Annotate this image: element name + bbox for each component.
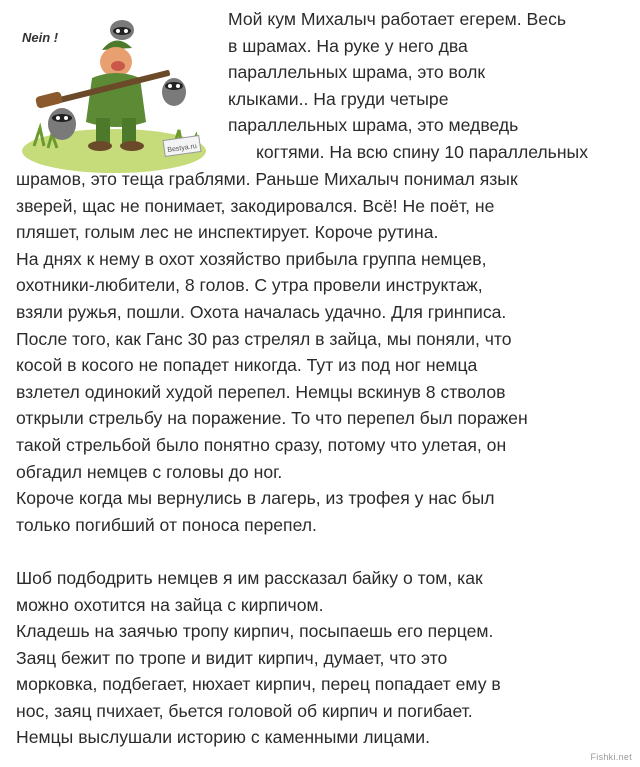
body-line: взяли ружья, пошли. Охота началась удачно. Для гринписа.: [16, 301, 507, 322]
body-line: Шоб подбодрить немцев я им рассказал байку о том, как: [16, 567, 483, 588]
hunter-cartoon-illustration: [14, 6, 212, 178]
body-line: Кладешь на заячью тропу кирпич, посыпаешь его перцем.: [16, 621, 494, 642]
body-line: Немцы выслушали историю с каменными лицами.: [16, 727, 430, 748]
body-line: охотники-любители, 8 голов. С утра провели инструктаж,: [16, 275, 483, 296]
body-line: Заяц бежит по тропе и видит кирпич, думает, что это: [16, 647, 448, 668]
body-line: На днях к нему в охот хозяйство прибыла группа немцев,: [16, 248, 487, 269]
body-line: шрамов, это теща граблями. Раньше Михалыч понимал язык: [16, 169, 518, 189]
body-line: можно охотится на зайца с кирпичом.: [16, 594, 324, 615]
body-line: такой стрельбой было понятно сразу, потому что улетая, он: [16, 434, 507, 455]
intro-line: Мой кум Михалыч работает егерем. Весь: [228, 9, 567, 29]
body-line: зверей, щас не понимает, закодировался. Всё! Не поёт, не: [16, 195, 495, 216]
body-line: открыли стрельбу на поражение. То что перепел был поражен: [16, 408, 528, 429]
body-line: пляшет, голым лес не инспектирует. Короче рутина.: [16, 222, 439, 243]
body-line: Короче когда мы вернулись в лагерь, из трофея у нас был: [16, 488, 495, 509]
intro-line: в шрамах. На руке у него два: [228, 35, 468, 56]
body-line: обгадил немцев с головы до ног.: [16, 461, 283, 482]
body-line: морковка, подбегает, нюхает кирпич, перец попадает ему в: [16, 674, 501, 695]
intro-line: клыками.. На груди четыре: [228, 88, 449, 109]
intro-line: параллельных шрама, это волк: [228, 62, 486, 83]
intro-line: когтями. На всю спину 10 параллельных: [256, 141, 589, 162]
body-line: только погибший от поноса перепел.: [16, 514, 317, 535]
body-line: После того, как Ганс 30 раз стрелял в зайца, мы поняли, что: [16, 328, 512, 349]
story-intro-text: [228, 6, 628, 166]
intro-line: параллельных шрама, это медведь: [228, 115, 519, 136]
paragraph-gap: [16, 538, 628, 565]
site-watermark: Fishki.net: [590, 752, 632, 762]
sign-text: Bestya.ru: [167, 142, 198, 155]
body-line: косой в косого не попадет никогда. Тут из под ног немца: [16, 355, 478, 376]
speech-text: Nein !: [22, 30, 59, 45]
story-body-text: [16, 166, 628, 751]
body-line: взлетел одинокий худой перепел. Немцы вскинув 8 стволов: [16, 381, 506, 402]
body-line: нос, заяц пчихает, бьется головой об кирпич и погибает.: [16, 700, 473, 721]
